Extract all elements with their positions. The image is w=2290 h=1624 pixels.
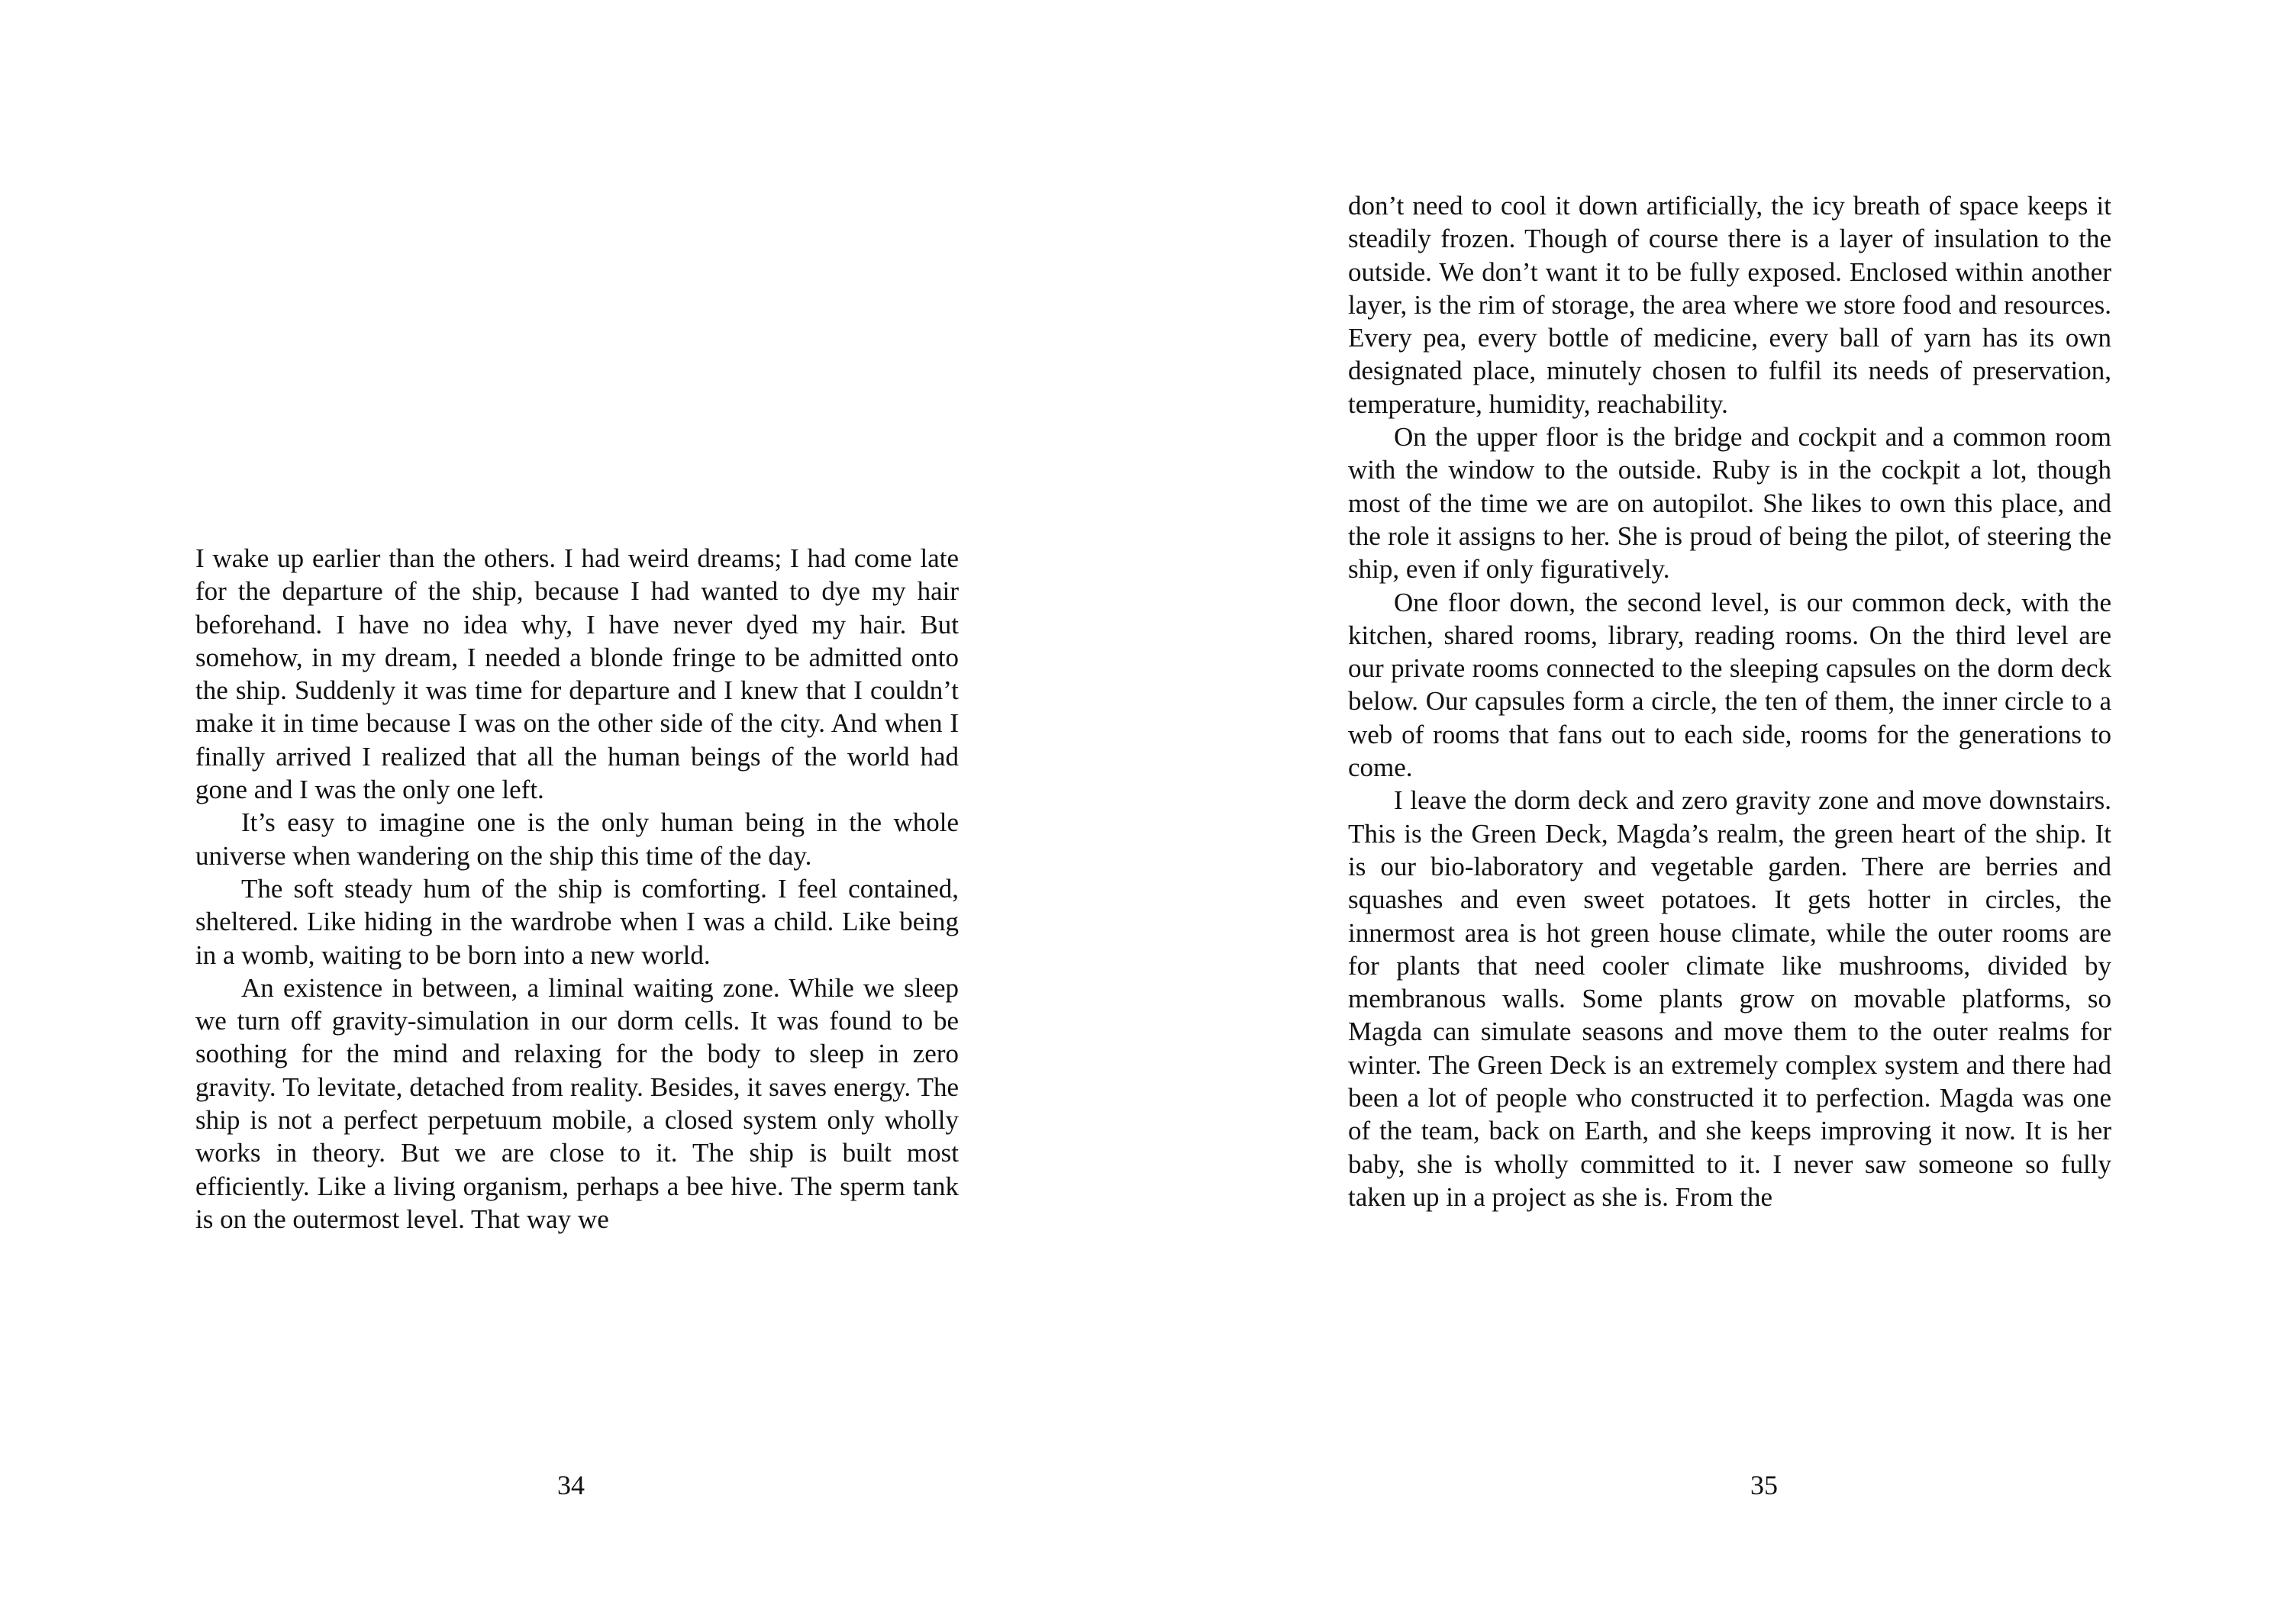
paragraph: don’t need to cool it down artificially, the icy breath of space keeps it steadily frozen. Though of course there is a layer of insulation to the outside. We don’t want it to be fully exposed. Enclosed within another layer, is the rim of storage, the area where we store food and resources. Every pea, every bottle of medicine, every ball of yarn has its own designated place, minutely chosen to fulfil its needs of preservation, temperature, humidity, reachability. bbox=[1348, 191, 2111, 419]
page-number: 35 bbox=[1750, 1470, 1778, 1500]
paragraph: It’s easy to imagine one is the only human being in the whole universe when wandering on the ship this time of the day. bbox=[195, 807, 959, 871]
right-page bbox=[1145, 0, 2290, 1624]
paragraph: One floor down, the second level, is our common deck, with the kitchen, shared rooms, library, reading rooms. On the third level are our private rooms connected to the sleeping capsules on the dorm deck below. Our capsules form a circle, the ten of them, the inner circle to a web of rooms that fans out to each side, rooms for the generations to come. bbox=[1348, 587, 2111, 783]
page-number: 34 bbox=[557, 1470, 585, 1500]
paragraph: The soft steady hum of the ship is comforting. I feel contained, sheltered. Like hiding in the wardrobe when I was a child. Like being in a womb, waiting to be born into a new world. bbox=[195, 873, 959, 970]
paragraph: On the upper floor is the bridge and cockpit and a common room with the window to the outside. Ruby is in the cockpit a lot, though most of the time we are on autopilot. She likes to own this place, and the role it assigns to her. She is proud of being the pilot, of steering the ship, even if only figuratively. bbox=[1348, 422, 2111, 585]
right-page-text bbox=[1348, 189, 2111, 1213]
paragraph: I leave the dorm deck and zero gravity zone and move downstairs. This is the Green Deck, Magda’s realm, the green heart of the ship. It is our bio-laboratory and vegetable garden. There are berries and squashes and even sweet potatoes. It gets hotter in circles, the innermost area is hot green house climate, while the outer rooms are for plants that need cooler climate like mushrooms, divided by membranous walls. Some plants grow on movable platforms, so Magda can simulate seasons and move them to the outer realms for winter. The Green Deck is an extremely complex system and there had been a lot of people who constructed it to perfection. Magda was one of the team, back on Earth, and she keeps improving it now. It is her baby, she is wholly committed to it. I never saw someone so fully taken up in a project as she is. From the bbox=[1348, 785, 2111, 1212]
paragraph: I wake up earlier than the others. I had weird dreams; I had come late for the departure of the ship, because I had wanted to dye my hair beforehand. I have no idea why, I have never dyed my hair. But somehow, in my dream, I needed a blonde fringe to be admitted onto the ship. Suddenly it was time for departure and I knew that I couldn’t make it in time because I was on the other side of the city. And when I finally arrived I realized that all the human beings of the world had gone and I was the only one left. bbox=[195, 543, 959, 805]
paragraph: An existence in between, a liminal waiting zone. While we sleep we turn off gravity-simulation in our dorm cells. It was found to be soothing for the mind and relaxing for the body to sleep in zero gravity. To levitate, detached from reality. Besides, it saves energy. The ship is not a perfect perpetuum mobile, a closed system only wholly works in theory. But we are close to it. The ship is built most efficiently. Like a living organism, perhaps a bee hive. The sperm tank is on the outermost level. That way we bbox=[195, 972, 959, 1234]
left-page-text bbox=[195, 542, 959, 1236]
